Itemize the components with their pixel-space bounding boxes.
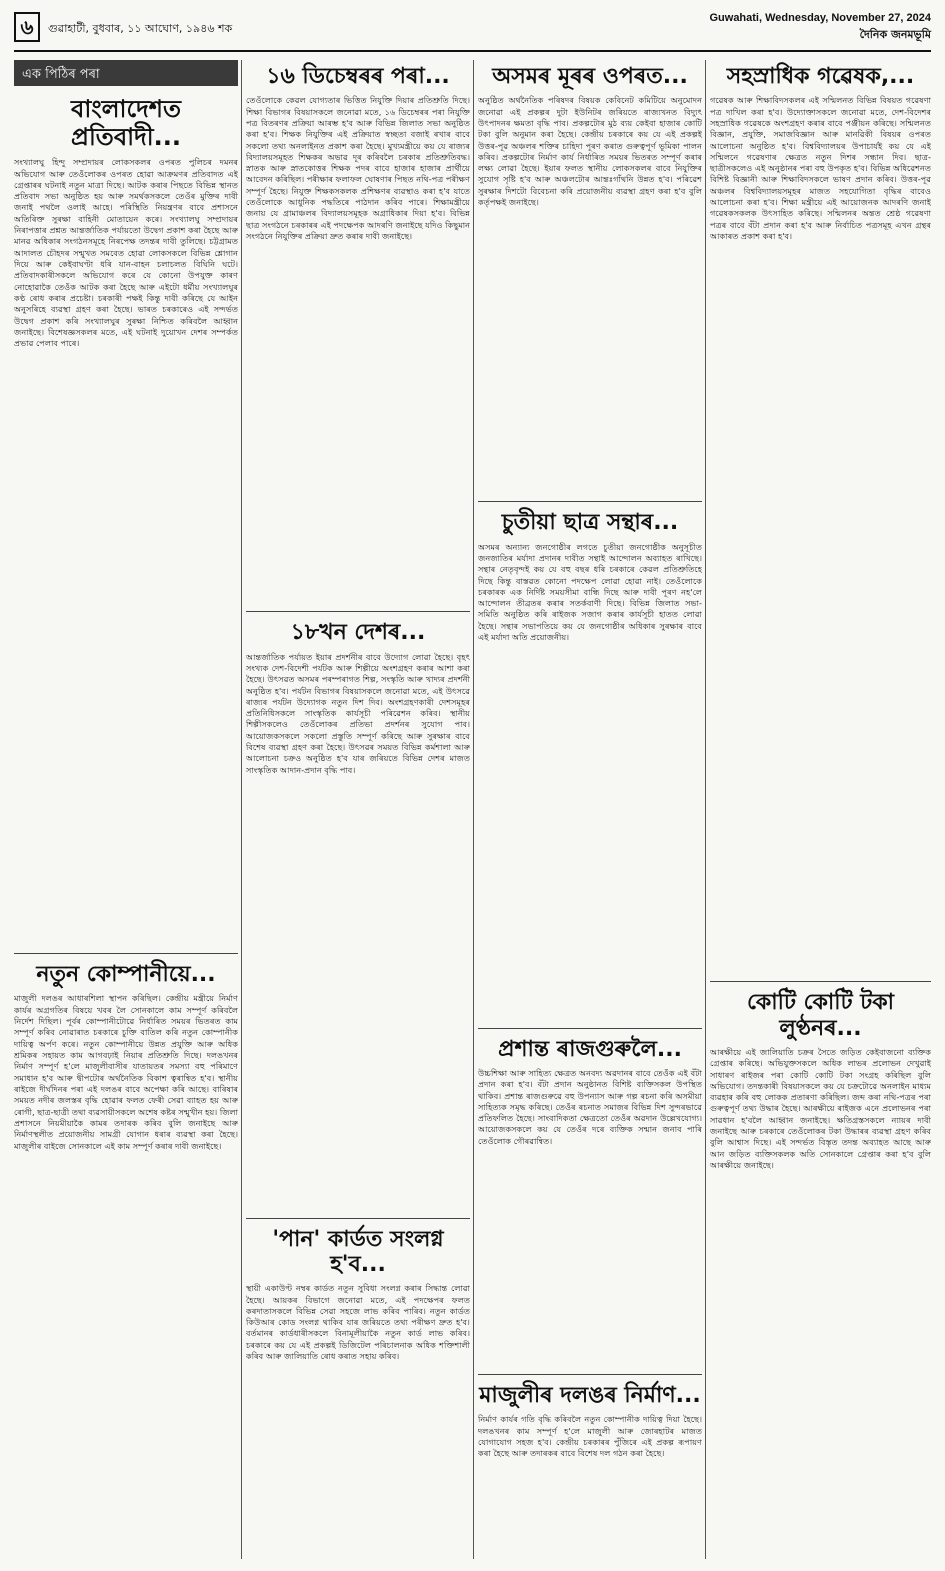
divider xyxy=(14,953,238,954)
page-header xyxy=(14,12,931,46)
article-majuli-bridge: নিৰ্মাণ কাৰ্যৰ গতি বৃদ্ধি কৰিবলৈ নতুন কোম্পানীক দায়িত্ব দিয়া হৈছে। দলঙখনৰ কাম সম্পূৰ্ণ হ'লে মাজুলী আৰু জোৰহাটৰ মাজত যোগাযোগ সহজ হ'ব। কেন্দ্ৰীয় চৰকাৰৰ পুঁজিৰে এই প্ৰকল্প ৰূপায়ণ কৰা হৈছে আৰু তদাৰকৰ বাবে বিশেষ দল গঠন কৰা হৈছে। xyxy=(478,1414,702,1459)
header-right xyxy=(709,12,931,45)
article-18-countries: আন্তৰ্জাতিক পৰ্যায়ত ইয়াৰ প্ৰদৰ্শনীৰ বাবে উদ্যোগ লোৱা হৈছে। বৃহৎ সংখ্যক দেশ-বিদেশী পৰ্যটক আৰু শিল্পীয়ে অংশগ্ৰহণ কৰাৰ আশা কৰা হৈছে। উৎসৱত অসমৰ পৰম্পৰাগত শিল্প, সংস্কৃতি আৰু খাদ্যৰ প্ৰদৰ্শনী অনুষ্ঠিত হ'ব। পৰ্যটন বিভাগৰ বিষয়াসকলে জনোৱা মতে, এই উৎসৱে ৰাজ্যৰ পৰ্যটন উদ্যোগক নতুন দিশ দিব। অংশগ্ৰহণকাৰী দেশসমূহৰ প্ৰতিনিধিসকলে সাংস্কৃতিক কাৰ্যসূচী পৰিৱেশন কৰিব। স্থানীয় শিল্পীসকলেও তেওঁলোকৰ প্ৰতিভা প্ৰদৰ্শনৰ সুযোগ পাব। আয়োজকসকলে সকলো প্ৰস্তুতি সম্পূৰ্ণ কৰিছে আৰু সুৰক্ষাৰ বাবে বিশেষ ব্যৱস্থা গ্ৰহণ কৰা হৈছে। উৎসৱৰ সময়ত বিভিন্ন কৰ্মশালা আৰু আলোচনা চক্ৰও অনুষ্ঠিত হ'ব যাৰ জৰিয়তে বিভিন্ন দেশৰ মাজত সাংস্কৃতিক আদান-প্ৰদান বৃদ্ধি পাব। xyxy=(246,651,470,775)
article-bangladesh: সংখ্যালঘু হিন্দু সম্প্ৰদায়ৰ লোকসকলৰ ওপৰত পুলিচৰ দমনৰ অভিযোগ আৰু তেওঁলোকৰ ওপৰত হোৱা আক্ৰমণৰ প্ৰতিবাদত এই গ্ৰেপ্তাৰৰ ঘটনাই নতুন মাত্ৰা দিছে। আটক কৰাৰ পিছতে বিভিন্ন স্থানত প্ৰতিবাদ সভা অনুষ্ঠিত হয় আৰু সমৰ্থকসকলে তেওঁৰ মুক্তিৰ দাবী জনাই পথলৈ ওলাই আহে। পৰিস্থিতি নিয়ন্ত্ৰণৰ বাবে প্ৰশাসনে অতিৰিক্ত সুৰক্ষা বাহিনী মোতায়েন কৰে। সংখ্যালঘু সম্প্ৰদায়ৰ নিৰাপত্তাৰ প্ৰশ্নত আন্তৰ্জাতিক পৰ্যায়তো উদ্বেগ প্ৰকাশ কৰা হৈছে আৰু মানৱ অধিকাৰ সংগঠনসমূহে নিৰপেক্ষ তদন্তৰ দাবী তুলিছে। চট্টগ্ৰামত আদালত চৌহদৰ সন্মুখত সমবেত হোৱা লোকসকলে বিভিন্ন শ্লোগান দিয়ে আৰু কেইবাঘণ্টা ধৰি যান-বাহন চলাচলত বিঘিনি ঘটে। প্ৰতিবাদকাৰীসকলে অভিযোগ কৰে যে কোনো উপযুক্ত কাৰণ নোহোৱাকৈ তেওঁক আটক কৰা হৈছে আৰু এইটো ধৰ্মীয় সংখ্যালঘুৰ কণ্ঠ ৰোধ কৰাৰ প্ৰচেষ্টা। চৰকাৰী পক্ষই কিন্তু দাবী কৰিছে যে আইন অনুসৰিহে ব্যৱস্থা গ্ৰহণ কৰা হৈছে। ভাৰত চৰকাৰেও এই সন্দৰ্ভত উদ্বেগ প্ৰকাশ কৰি সংখ্যালঘুৰ সুৰক্ষা নিশ্চিত কৰিবলৈ আহ্বান জনাইছে। বিশেষজ্ঞসকলৰ মতে, এই ঘটনাই দুয়োখন দেশৰ সম্পৰ্কত প্ৰভাৱ পেলাব পাৰে। xyxy=(14,157,238,349)
article-assam-head: অনুষ্ঠিত অৰ্থনৈতিক পৰিষদৰ বিষয়ক কেবিনেট কমিটিয়ে অনুমোদন জনোৱা এই প্ৰকল্পৰ দুটা ইউনিটৰ জৰিয়তে ৰাজ্যখনত বিদ্যুৎ উৎপাদনৰ ক্ষমতা বৃদ্ধি পাব। প্ৰকল্পটোৰ মুঠ ব্যয় কেইবা হাজাৰ কোটি টকা বুলি অনুমান কৰা হৈছে। কেন্দ্ৰীয় চৰকাৰে কয় যে এই প্ৰকল্পই উত্তৰ-পূৱ অঞ্চলৰ শক্তিৰ চাহিদা পূৰণ কৰাত গুৰুত্বপূৰ্ণ ভূমিকা পালন কৰিব। প্ৰকল্পটোৰ নিৰ্মাণ কাৰ্য নিৰ্ধাৰিত সময়ৰ ভিতৰত সম্পূৰ্ণ কৰাৰ লক্ষ্য লোৱা হৈছে। ইয়াৰ ফলত স্থানীয় লোকসকলৰ বাবে নিযুক্তিৰ সুযোগ সৃষ্টি হ'ব আৰু অঞ্চলটোৰ আন্তঃগাঁথনি উন্নত হ'ব। পৰিৱেশ সুৰক্ষাৰ দিশটো বিবেচনা কৰি প্ৰয়োজনীয় ব্যৱস্থা গ্ৰহণ কৰা হ'ব বুলি কৰ্তৃপক্ষই জনাইছে। xyxy=(478,95,702,208)
article-new-company: মাজুলী দলঙৰ আধাৰশিলা স্থাপন কৰিছিল। কেন্দ্ৰীয় মন্ত্ৰীয়ে নিৰ্মাণ কাৰ্যৰ অগ্ৰগতিৰ বিষয়ে খবৰ লৈ সোনকালে কাম সম্পূৰ্ণ কৰিবলৈ নিৰ্দেশ দিছিল। পূৰ্বৰ কোম্পানীটোৱে নিৰ্ধাৰিত সময়ৰ ভিতৰত কাম সম্পূৰ্ণ কৰিব নোৱাৰাত চৰকাৰে চুক্তি বাতিল কৰি নতুন কোম্পানীক দায়িত্ব অৰ্পণ কৰে। নতুন কোম্পানীয়ে উন্নত প্ৰযুক্তি আৰু অধিক শ্ৰমিকৰ সহায়ত কাম আগবঢ়াই নিয়াৰ প্ৰতিশ্ৰুতি দিছে। দলঙখনৰ নিৰ্মাণ সম্পূৰ্ণ হ'লে মাজুলীবাসীৰ যাতায়তৰ সমস্যা বহু পৰিমাণে সমাধান হ'ব আৰু দ্বীপটোৰ অৰ্থনৈতিক বিকাশ ত্বৰান্বিত হ'ব। স্থানীয় ৰাইজে দীৰ্ঘদিনৰ পৰা এই দলঙৰ বাবে অপেক্ষা কৰি আছে। বাৰিষাৰ সময়ত নদীৰ জলস্তৰ বৃদ্ধি হোৱাৰ ফলত ফেৰী সেৱা ব্যাহত হয় আৰু ৰোগী, ছাত্ৰ-ছাত্ৰী তথা ব্যৱসায়ীসকলে অশেষ কষ্টৰ সন্মুখীন হয়। জিলা প্ৰশাসনে নিয়মীয়াকৈ কামৰ তদাৰক কৰিব বুলি জনাইছে আৰু নিৰ্মাণস্থলীত প্ৰয়োজনীয় সামগ্ৰী যোগান ধৰাৰ ব্যৱস্থা কৰা হৈছে। মাজুলীৰ বাইজে সোনকালে এই কাম সম্পূৰ্ণ কৰাৰ দাবী জনাইছে। xyxy=(14,993,238,1151)
divider xyxy=(478,1374,702,1375)
column-2 xyxy=(246,60,470,1559)
article-december-16: তেওঁলোকে কেৱল যোগ্যতাৰ ভিত্তিত নিযুক্তি দিয়াৰ প্ৰতিশ্ৰুতি দিছে। শিক্ষা বিভাগৰ বিষয়াসকলে জনোৱা মতে, ১৬ ডিচেম্বৰৰ পৰা নিযুক্তি পত্ৰ বিতৰণৰ প্ৰক্ৰিয়া আৰম্ভ হ'ব আৰু বিভিন্ন জিলাত সভা অনুষ্ঠিত কৰা হ'ব। শিক্ষক নিযুক্তিৰ এই প্ৰক্ৰিয়াত স্বচ্ছতা বজাই ৰখাৰ বাবে সকলো তথ্য অনলাইনত প্ৰকাশ কৰা হৈছে। মুখ্যমন্ত্ৰীয়ে কয় যে ৰাজ্যৰ বিদ্যালয়সমূহত শিক্ষকৰ অভাৱ দূৰ কৰিবলৈ চৰকাৰ প্ৰতিশ্ৰুতিবদ্ধ। স্নাতক আৰু স্নাতকোত্তৰ শিক্ষক পদৰ বাবে হাজাৰ হাজাৰ প্ৰাৰ্থীয়ে আবেদন কৰিছিল। পৰীক্ষাৰ ফলাফল ঘোষণাৰ পিছত নথি-পত্ৰ পৰীক্ষণ সম্পূৰ্ণ হৈছে। নিযুক্ত শিক্ষকসকলক প্ৰশিক্ষণৰ ব্যৱস্থাও কৰা হ'ব যাতে তেওঁলোকে আধুনিক পদ্ধতিৰে পাঠদান কৰিব পাৰে। শিক্ষামন্ত্ৰীয়ে জনায় যে গ্ৰামাঞ্চলৰ বিদ্যালয়সমূহক অগ্ৰাধিকাৰ দিয়া হ'ব। বিভিন্ন ছাত্ৰ সংগঠনে চৰকাৰৰ এই পদক্ষেপক আদৰণি জনাইছে যদিও কিছুমান সংগঠনে নিযুক্তিৰ প্ৰক্ৰিয়া দ্ৰুত কৰাৰ দাবী জনাইছে। xyxy=(246,95,470,242)
headline-prasanta-rajguru: প্ৰশান্ত ৰাজগুৰুলৈ... xyxy=(498,1036,682,1062)
dateline-assamese: গুৱাহাটী, বুধবাৰ, ১১ আঘোণ, ১৯৪৬ শক xyxy=(48,22,233,35)
article-chutia-students: অসমৰ অন্যান্য জনগোষ্ঠীৰ লগতে চুতীয়া জনগোষ্ঠীক অনুসূচীত জনজাতিৰ মৰ্যাদা প্ৰদানৰ দাবীত সন্থাই আন্দোলন অব্যাহত ৰাখিছে। সন্থাৰ নেতৃবৃন্দই কয় যে বহু বছৰ ধৰি চৰকাৰে কেৱল প্ৰতিশ্ৰুতিহে দিছে কিন্তু বাস্তৱত কোনো পদক্ষেপ লোৱা হোৱা নাই। তেওঁলোকে চৰকাৰক এক নিৰ্দিষ্ট সময়সীমা বান্ধি দিছে আৰু দাবী পূৰণ নহ'লে আন্দোলন তীব্ৰতৰ কৰাৰ সতৰ্কবাণী দিছে। বিভিন্ন জিলাত সভা-সমিতি অনুষ্ঠিত কৰি ৰাইজক সজাগ কৰাৰ কাৰ্যসূচী হাতত লোৱা হৈছে। সন্থাৰ সভাপতিয়ে কয় যে জনগোষ্ঠীৰ অধিকাৰ সুৰক্ষাৰ বাবে এই মৰ্যাদা অতি প্ৰয়োজনীয়। xyxy=(478,541,702,643)
headline-chutia-students: চুতীয়া ছাত্ৰ সন্থাৰ... xyxy=(501,510,679,536)
paper-name: দৈনিক জনমভূমি xyxy=(859,28,931,41)
page-number: ৬ xyxy=(14,12,40,42)
column-3 xyxy=(478,60,702,1559)
article-crores-looted: আৰক্ষীয়ে এই জালিয়াতি চক্ৰৰ সৈতে জড়িত কেইবাজনো ব্যক্তিক গ্ৰেপ্তাৰ কৰিছে। অভিযুক্তসকলে অধিক লাভৰ প্ৰলোভন দেখুৱাই সাধাৰণ ৰাইজৰ পৰা কোটি কোটি টকা সংগ্ৰহ কৰিছিল বুলি অভিযোগ। তদন্তকাৰী বিষয়াসকলে কয় যে চক্ৰটোৱে অনলাইন মাধ্যম ব্যৱহাৰ কৰি বহু লোকক প্ৰতাৰণা কৰিছিল। জব্দ কৰা নথি-পত্ৰৰ পৰা গুৰুত্বপূৰ্ণ তথ্য উদ্ধাৰ হৈছে। আৰক্ষীয়ে ৰাইজক এনে প্ৰলোভনৰ পৰা সাৱধান হ'বলৈ আহ্বান জনাইছে। ক্ষতিগ্ৰস্তসকলে ন্যায়ৰ দাবী জনাইছে আৰু চৰকাৰে তেওঁলোকৰ টকা উদ্ধাৰৰ ব্যৱস্থা গ্ৰহণ কৰিব বুলি আশ্বাস দিছে। এই সন্দৰ্ভত বিস্তৃত তদন্ত অব্যাহত আছে আৰু আন জড়িত ব্যক্তিসকলক অতি সোনকালে গ্ৰেপ্তাৰ কৰা হ'ব বুলি আৰক্ষীয়ে জনাইছে। xyxy=(710,1046,931,1171)
article-prasanta-rajguru: উচ্চশিক্ষা আৰু সাহিত্য ক্ষেত্ৰত অনবদ্য অৱদানৰ বাবে তেওঁক এই বঁটা প্ৰদান কৰা হ'ব। বঁটা প্ৰদান অনুষ্ঠানত বিশিষ্ট ব্যক্তিসকল উপস্থিত থাকিব। প্ৰশান্ত ৰাজগুৰুৱে বহু উপন্যাস আৰু গল্প ৰচনা কৰি অসমীয়া সাহিত্যক সমৃদ্ধ কৰিছে। তেওঁৰ ৰচনাত সমাজৰ বিভিন্ন দিশ সুন্দৰভাৱে প্ৰতিফলিত হৈছে। সাংবাদিকতা ক্ষেত্ৰতো তেওঁৰ অৱদান উল্লেখযোগ্য। আয়োজকসকলে কয় যে তেওঁৰ দৰে ব্যক্তিক সন্মান জনাব পাৰি তেওঁলোক গৌৰৱান্বিত। xyxy=(478,1067,702,1146)
headline-new-company: নতুন কোম্পানীয়ে... xyxy=(36,962,216,988)
headline-pan-card: 'পান' কাৰ্ডত সংলগ্ন হ'ব... xyxy=(272,1226,444,1277)
column-divider xyxy=(473,60,474,1559)
headline-majuli-bridge: মাজুলীৰ দলঙৰ নিৰ্মাণ... xyxy=(479,1382,701,1408)
dateline-english: Guwahati, Wednesday, November 27, 2024 xyxy=(709,12,931,24)
column-4 xyxy=(710,60,931,1559)
divider xyxy=(478,501,702,502)
article-pan-card: স্থায়ী একাউণ্ট নম্বৰ কাৰ্ডত নতুন সুবিধা সংলগ্ন কৰাৰ সিদ্ধান্ত লোৱা হৈছে। আয়কৰ বিভাগে জনোৱা মতে, এই পদক্ষেপৰ ফলত কৰদাতাসকলে বিভিন্ন সেৱা সহজে লাভ কৰিব পাৰিব। নতুন কাৰ্ডত কিউআৰ কোড সংলগ্ন থাকিব যাৰ জৰিয়তে তথ্য পৰীক্ষণ দ্ৰুত হ'ব। বৰ্তমানৰ কাৰ্ডধাৰীসকলে বিনামূলীয়াকৈ নতুন কাৰ্ড লাভ কৰিব। চৰকাৰে কয় যে এই প্ৰকল্পই ডিজিটেল পৰিচালনাক অধিক শক্তিশালী কৰিব আৰু জালিয়াতি ৰোধ কৰাত সহায় কৰিব। xyxy=(246,1283,470,1362)
divider xyxy=(478,1028,702,1029)
headline-bangladesh: বাংলাদেশত প্ৰতিবাদী... xyxy=(71,95,181,151)
headline-december-16: ১৬ ডিচেম্বৰৰ পৰা... xyxy=(266,64,450,89)
article-researchers: গৱেষক আৰু শিক্ষাবিদসকলৰ এই সন্মিলনত বিভিন্ন বিষয়ত গৱেষণা পত্ৰ দাখিল কৰা হ'ব। উদ্যোক্তাসকলে জনোৱা মতে, দেশ-বিদেশৰ সহস্ৰাধিক গৱেষকে অংশগ্ৰহণ কৰাৰ বাবে পঞ্জীয়ন কৰিছে। সন্মিলনত বিজ্ঞান, প্ৰযুক্তি, সমাজবিজ্ঞান আৰু মানৱিকী বিষয়ৰ ওপৰত আলোচনা অনুষ্ঠিত হ'ব। বিশ্ববিদ্যালয়ৰ উপাচাৰ্যই কয় যে এই সন্মিলনে গৱেষণাৰ ক্ষেত্ৰত নতুন দিশৰ সন্ধান দিব। ছাত্ৰ-ছাত্ৰীসকলেও এই অনুষ্ঠানৰ পৰা বহু উপকৃত হ'ব। বিভিন্ন অধিৱেশনত বিশিষ্ট বিজ্ঞানী আৰু শিক্ষাবিদসকলে ভাষণ প্ৰদান কৰিব। উত্তৰ-পূৱ অঞ্চলৰ বিশ্ববিদ্যালয়সমূহৰ মাজত সহযোগিতা বৃদ্ধিৰ বাবেও আলোচনা কৰা হ'ব। শিক্ষা মন্ত্ৰীয়ে এই আয়োজনক আদৰণি জনাই গৱেষকসকলক উৎসাহিত কৰিছে। সন্মিলনৰ অন্তত শ্ৰেষ্ঠ গৱেষণা পত্ৰৰ বাবে বঁটা প্ৰদান কৰা হ'ব আৰু নিৰ্বাচিত পত্ৰসমূহ এখন গ্ৰন্থৰ আকাৰত প্ৰকাশ কৰা হ'ব। xyxy=(710,95,931,242)
headline-assam-head: অসমৰ মূৰৰ ওপৰত... xyxy=(492,64,688,89)
divider xyxy=(246,1218,470,1219)
header-rule xyxy=(14,50,931,52)
headline-researchers: সহস্ৰাধিক গৱেষক,... xyxy=(726,64,915,89)
divider xyxy=(710,981,931,982)
column-divider xyxy=(705,60,706,1559)
continued-label: এক পিঠিৰ পৰা xyxy=(14,60,238,86)
divider xyxy=(246,611,470,612)
headline-crores-looted: কোটি কোটি টকা লুণ্ঠনৰ... xyxy=(746,990,895,1041)
column-1 xyxy=(14,60,238,1559)
column-divider xyxy=(241,60,242,1559)
headline-18-countries: ১৮খন দেশৰ... xyxy=(290,620,426,646)
